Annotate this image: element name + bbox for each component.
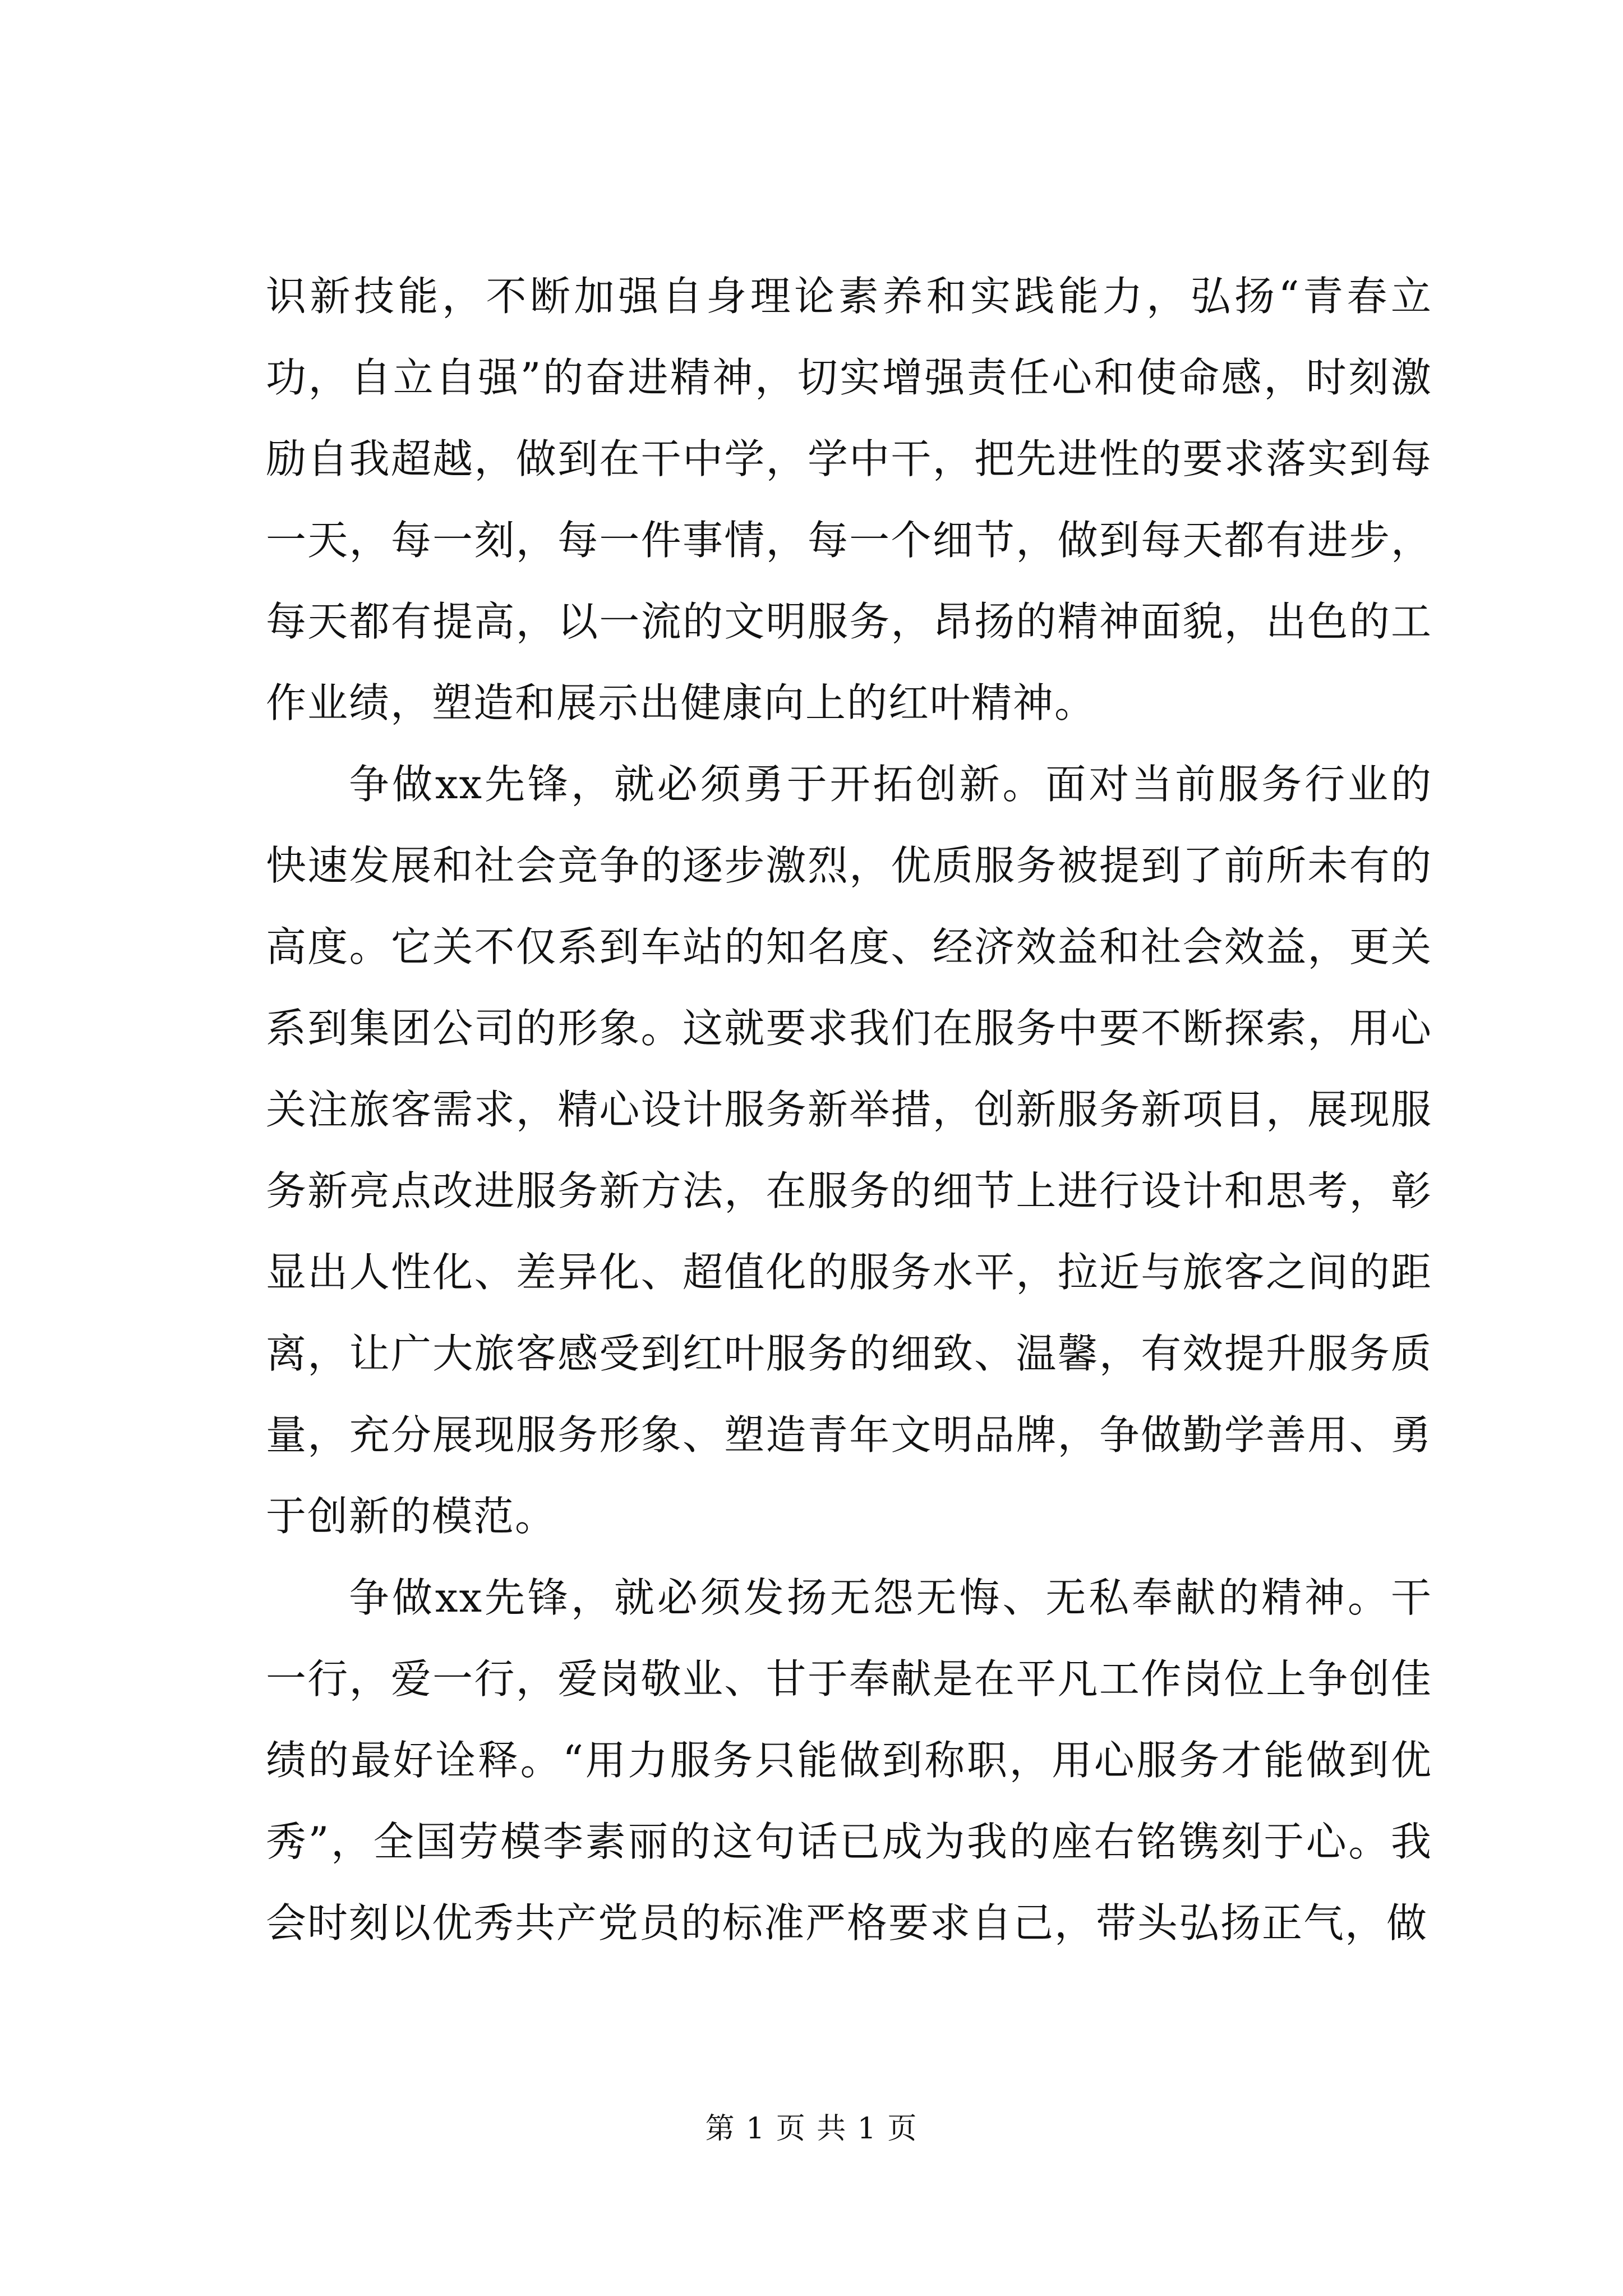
paragraph-2: 争做xx先锋，就必须勇于开拓创新。面对当前服务行业的快速发展和社会竞争的逐步激烈，优质服务被提到了前所未有的高度。它关不仅系到车站的知名度、经济效益和社会效益，更关系到集团公司的形象。这就要求我们在服务中要不断探索，用心关注旅客需求，精心设计服务新举措，创新服务新项目，展现服务新亮点改进服务新方法，在服务的细节上进行设计和思考，彰显出人性化、差异化、超值化的服务水平，拉近与旅客之间的距离，让广大旅客感受到红叶服务的细致、温馨，有效提升服务质量，充分展现服务形象、塑造青年文明品牌，争做勤学善用、勇于创新的模范。 bbox=[266, 761, 1432, 1540]
paragraph-3: 争做xx先锋，就必须发扬无怨无悔、无私奉献的精神。干一行，爱一行，爱岗敬业、甘于奉献是在平凡工作岗位上争创佳绩的最好诠释。“用力服务只能做到称职，用心服务才能做到优秀”，全国劳模李素丽的这句话已成为我的座右铭镌刻于心。我会时刻以优秀共产党员的标准严格要求自己，带头弘扬正气，做 bbox=[266, 1574, 1432, 1947]
page-footer: 第 1 页 共 1 页 bbox=[705, 2112, 918, 2146]
paragraph-1: 识新技能，不断加强自身理论素养和实践能力，弘扬“青春立功，自立自强”的奋进精神，切实增强责任心和使命感，时刻激励自我超越，做到在干中学，学中干，把先进性的要求落实到每一天，每一刻，每一件事情，每一个细节，做到每天都有进步，每天都有提高，以一流的文明服务，昂扬的精神面貌，出色的工作业绩，塑造和展示出健康向上的红叶精神。 bbox=[266, 273, 1432, 726]
document-body bbox=[266, 256, 1432, 1964]
